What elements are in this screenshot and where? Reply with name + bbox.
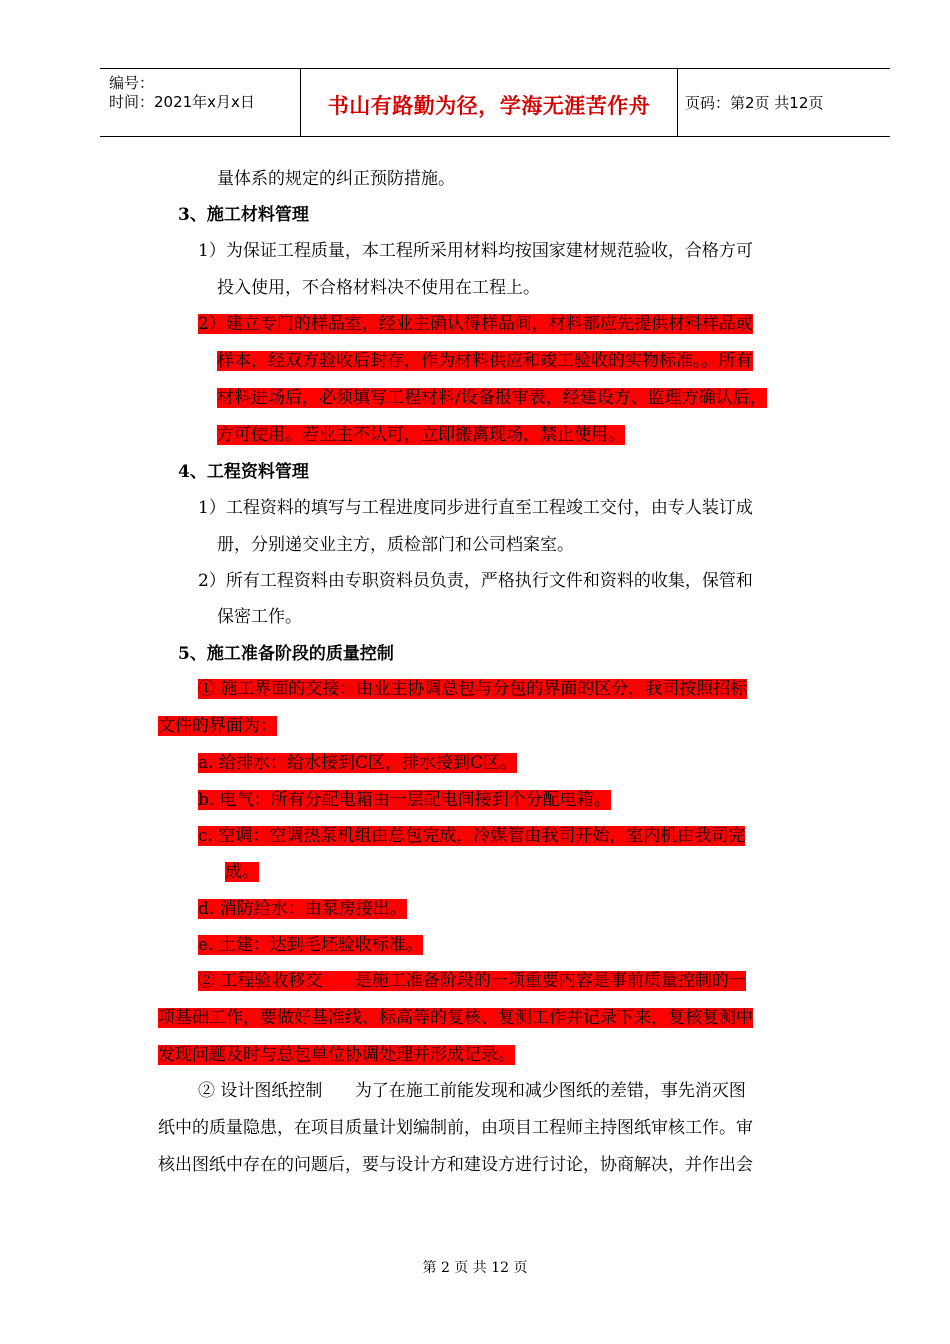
body-line: 1）工程资料的填写与工程进度同步进行直至工程竣工交付，由专人装订成 [198, 498, 753, 518]
highlighted-line: 2）建立专门的样品室，经业主确认得样品间，材料都应先提供材料样品或 [198, 314, 753, 334]
header-page-info: 页码：第2页 共12页 [685, 94, 824, 112]
body-line: 投入使用，不合格材料决不使用在工程上。 [217, 278, 540, 298]
section-heading: 4、工程资料管理 [178, 462, 309, 482]
highlighted-line: ① 施工界面的交接：由业主协调总包与分包的界面的区分，我司按照招标 [198, 679, 748, 699]
document-time-label: 时间：2021年x月x日 [109, 93, 255, 111]
highlighted-line: 文件的界面为： [158, 716, 277, 736]
highlighted-list-item: c. 空调：空调热泵机组由总包完成，冷媒管由我司开始，室内机由我司完 [198, 826, 746, 846]
highlighted-list-item: e. 土建：达到毛坯验收标准。 [198, 935, 423, 955]
page-header [100, 68, 890, 137]
highlighted-line: 材料进场后，必须填写工程材料/设备报审表，经建设方、监理方确认后， [217, 388, 767, 408]
section-heading: 5、施工准备阶段的质量控制 [178, 644, 394, 664]
body-line: 册，分别递交业主方，质检部门和公司档案室。 [217, 535, 574, 555]
body-line: ② 设计图纸控制 为了在施工前能发现和减少图纸的差错，事先消灭图 [198, 1081, 746, 1101]
highlighted-line: 方可使用。若业主不认可，立即搬离现场，禁止使用。 [217, 425, 625, 445]
page-footer: 第 2 页 共 12 页 [422, 1260, 528, 1276]
body-line: 纸中的质量隐患，在项目质量计划编制前，由项目工程师主持图纸审核工作。审 [158, 1118, 753, 1138]
header-motto: 书山有路勤为径，学海无涯苦作舟 [327, 94, 651, 118]
highlighted-line: 样本，经双方验收后封存，作为材料供应和竣工验收的实物标准。。所有 [217, 351, 753, 371]
body-line: 核出图纸中存在的问题后，要与设计方和建设方进行讨论，协商解决，并作出会 [158, 1155, 753, 1175]
header-meta-cell [100, 69, 300, 136]
body-line: 2）所有工程资料由专职资料员负责，严格执行文件和资料的收集，保管和 [198, 571, 753, 591]
section-heading: 3、施工材料管理 [178, 205, 309, 225]
highlighted-list-item: 成。 [225, 862, 259, 882]
body-line: 保密工作。 [217, 607, 302, 627]
document-number-label: 编号： [109, 74, 155, 92]
body-line: 量体系的规定的纠正预防措施。 [217, 169, 455, 189]
highlighted-line: 发现问题及时与总包单位协调处理并形成记录。 [158, 1045, 515, 1065]
header-page-cell [677, 69, 890, 136]
highlighted-list-item: b. 电气：所有分配电箱由一层配电间接到个分配电箱。 [198, 790, 611, 810]
highlighted-line: ② 工程验收移交 是施工准备阶段的一项重要内容是事前质量控制的一 [198, 971, 746, 991]
highlighted-list-item: d. 消防给水：由泵房接出。 [198, 899, 407, 919]
body-line: 1）为保证工程质量，本工程所采用材料均按国家建材规范验收，合格方可 [198, 241, 753, 261]
highlighted-line: 项基础工作，要做好基准线、标高等的复核、复测工作并记录下来，复核复测中 [158, 1008, 753, 1028]
highlighted-list-item: a. 给排水：给水接到C区，排水接到C区。 [198, 753, 517, 773]
header-motto-cell [300, 69, 678, 136]
